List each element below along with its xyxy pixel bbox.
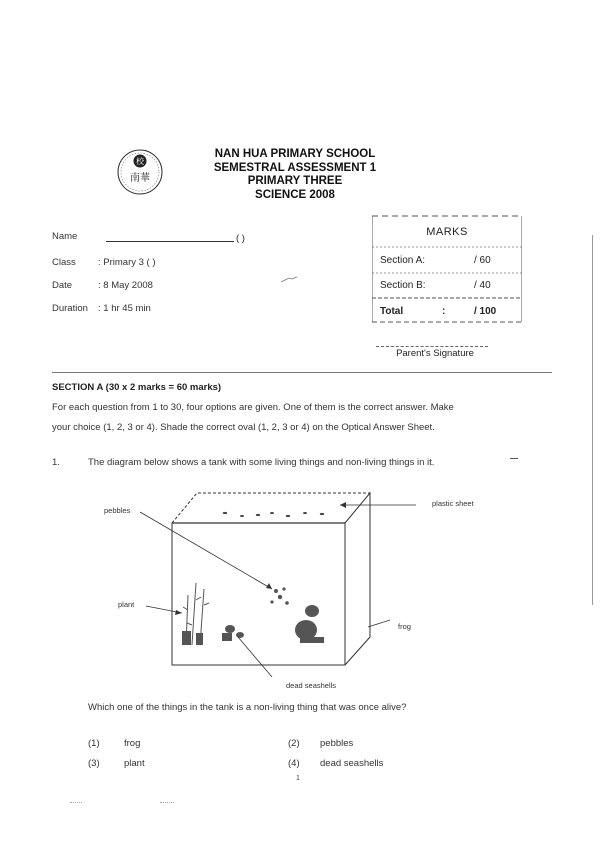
section-b-value: / 40 bbox=[474, 280, 491, 291]
section-a-label: Section A: bbox=[380, 255, 426, 266]
register-bracket: ( ) bbox=[236, 233, 245, 244]
date-label: Date bbox=[52, 280, 73, 291]
question-1-number: 1. bbox=[52, 457, 60, 468]
section-divider bbox=[52, 372, 552, 373]
class-label: Class bbox=[52, 257, 76, 268]
school-name: NAN HUA PRIMARY SCHOOL bbox=[214, 148, 376, 160]
date-value: : 8 May 2008 bbox=[98, 280, 153, 291]
name-row bbox=[52, 231, 98, 242]
instruction-line-1: For each question from 1 to 30, four options are given. One of them is the correct answer. Make bbox=[52, 402, 454, 413]
scan-artifact bbox=[70, 802, 82, 803]
option-1-number[interactable]: (1) bbox=[88, 738, 100, 749]
question-1-prompt: Which one of the things in the tank is a non-living thing that was once alive? bbox=[88, 702, 407, 713]
section-a-title: SECTION A (30 x 2 marks = 60 marks) bbox=[52, 382, 222, 393]
question-1-text: The diagram below shows a tank with some living things and non-living things in it. bbox=[88, 457, 435, 468]
scan-artifact bbox=[160, 802, 174, 803]
duration-row bbox=[52, 303, 151, 314]
class-row bbox=[52, 257, 156, 268]
duration-label: Duration bbox=[52, 303, 88, 314]
class-value: : Primary 3 ( ) bbox=[98, 257, 156, 268]
label-dead-seashells: dead seashells bbox=[286, 681, 337, 690]
subject-title: SCIENCE 2008 bbox=[255, 188, 335, 201]
option-2-text[interactable]: pebbles bbox=[320, 738, 354, 749]
option-4-text[interactable]: dead seashells bbox=[320, 758, 384, 769]
name-label: Name bbox=[52, 231, 78, 242]
name-underline[interactable] bbox=[106, 241, 234, 242]
assessment-title: SEMESTRAL ASSESSMENT 1 bbox=[213, 161, 377, 174]
tank-diagram bbox=[100, 485, 430, 685]
stray-mark bbox=[280, 276, 300, 284]
date-row bbox=[52, 280, 153, 291]
option-1-text[interactable]: frog bbox=[124, 738, 141, 749]
instruction-line-2: your choice (1, 2, 3 or 4). Shade the correct oval (1, 2, 3 or 4) on the Optical Answer Sheet. bbox=[52, 422, 435, 433]
label-plant: plant bbox=[118, 600, 135, 609]
parent-signature-label: Parent's Signature bbox=[396, 348, 474, 359]
marks-box bbox=[372, 214, 522, 326]
school-logo bbox=[113, 148, 167, 196]
signature-line[interactable] bbox=[376, 346, 488, 347]
section-a-value: / 60 bbox=[474, 255, 491, 266]
page-header bbox=[160, 148, 430, 202]
marks-title: MARKS bbox=[426, 226, 468, 238]
page-number: 1 bbox=[296, 775, 300, 782]
total-value: / 100 bbox=[474, 306, 497, 317]
label-frog: frog bbox=[398, 622, 411, 631]
scan-edge-line bbox=[592, 235, 593, 605]
option-4-number[interactable]: (4) bbox=[288, 758, 300, 769]
duration-value: : 1 hr 45 min bbox=[98, 303, 151, 314]
logo-text: 南華 bbox=[130, 173, 150, 184]
option-3-number[interactable]: (3) bbox=[88, 758, 100, 769]
label-plastic-sheet: plastic sheet bbox=[432, 499, 474, 508]
stray-dash bbox=[510, 458, 518, 459]
level-title: PRIMARY THREE bbox=[247, 175, 343, 187]
logo-emblem: 校 bbox=[136, 157, 144, 166]
option-2-number[interactable]: (2) bbox=[288, 738, 300, 749]
section-b-label: Section B: bbox=[380, 280, 426, 291]
label-pebbles: pebbles bbox=[104, 506, 131, 515]
total-colon: : bbox=[442, 306, 446, 317]
option-3-text[interactable]: plant bbox=[124, 758, 145, 769]
total-label: Total bbox=[380, 306, 404, 317]
